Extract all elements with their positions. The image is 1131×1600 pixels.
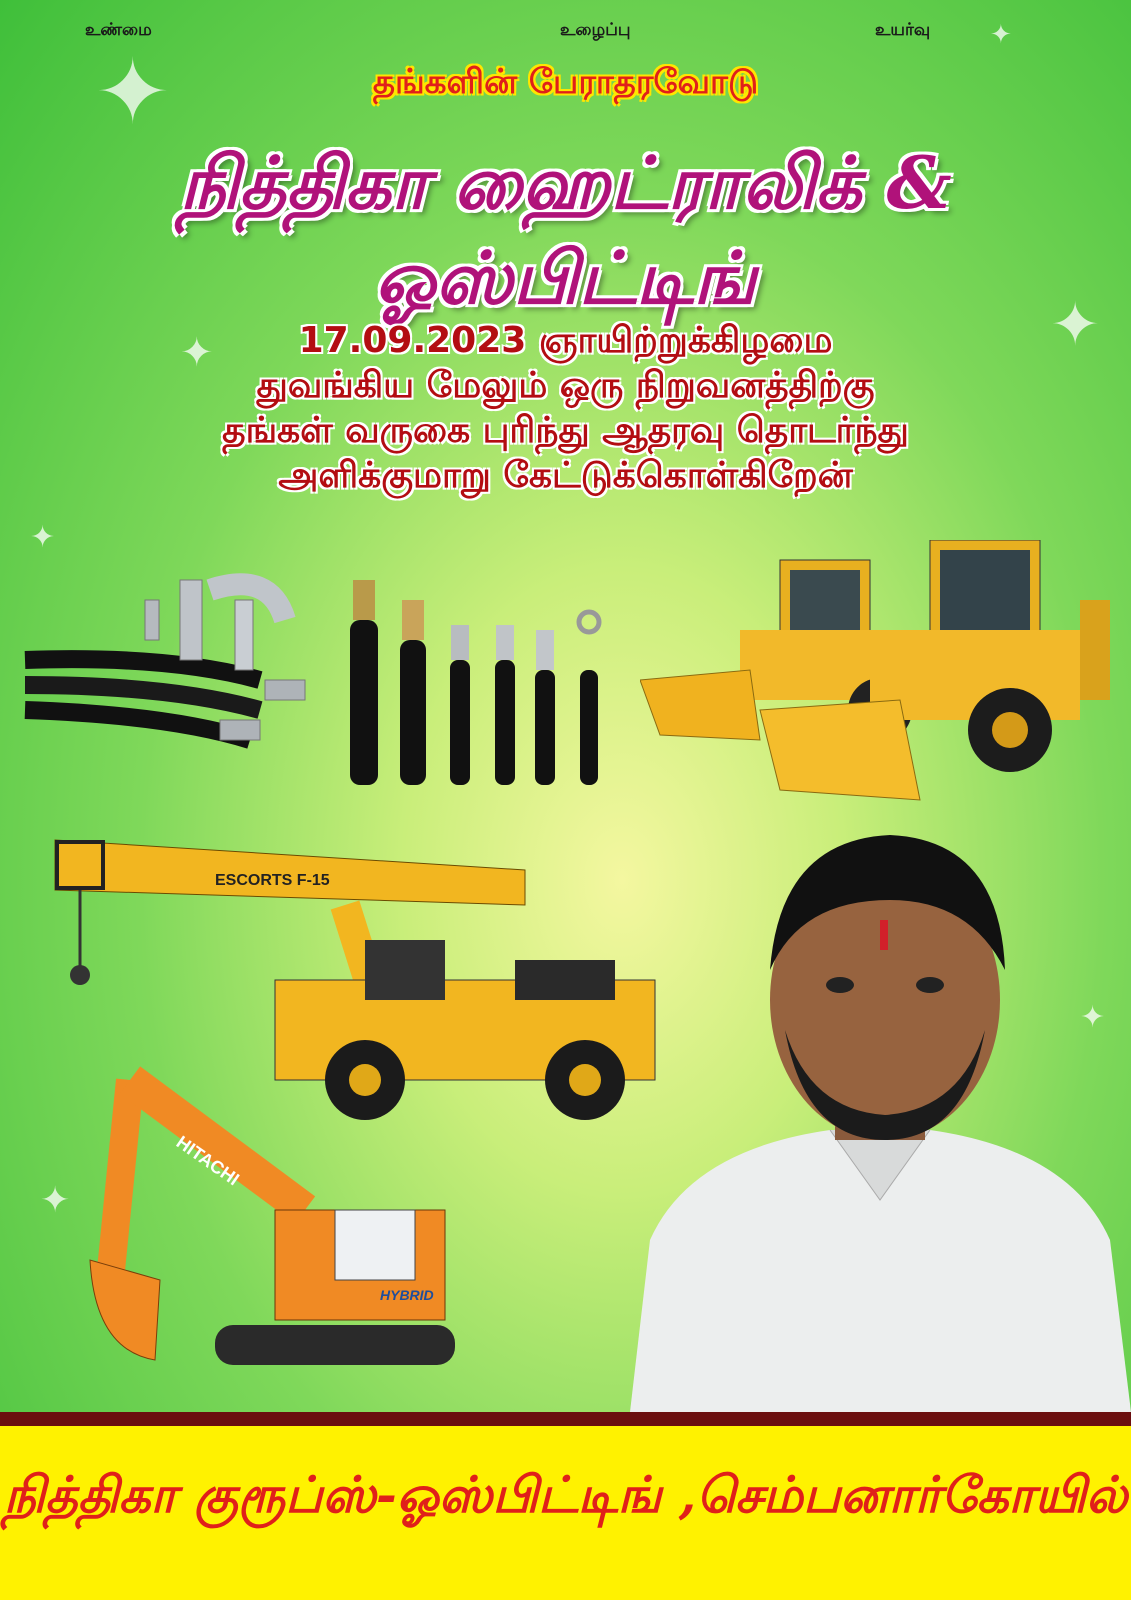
excavator-brand-label: HITACHI bbox=[172, 1131, 243, 1190]
invitation-text bbox=[0, 318, 1131, 498]
crane-label: ESCORTS F-15 bbox=[215, 872, 330, 889]
motto-truth: உண்மை bbox=[85, 20, 152, 40]
sparkle-icon: ✦ bbox=[95, 40, 171, 145]
motto-labour: உழைப்பு bbox=[560, 20, 631, 40]
footer-group-name: நித்திகா குரூப்ஸ்-ஓஸ்பிட்டிங் ,செம்பனார்கோயில் bbox=[3, 1465, 1128, 1524]
hydraulic-hoses-image bbox=[20, 560, 340, 780]
respect-line: தங்களின் பேராதரவோடு bbox=[372, 62, 759, 102]
sparkle-icon: ✦ bbox=[30, 520, 56, 555]
sparkle-icon: ✦ bbox=[180, 330, 214, 376]
sparkle-icon: ✦ bbox=[40, 1180, 71, 1221]
invitation-line: துவங்கிய மேலும் ஒரு நிறுவனத்திற்கு bbox=[256, 365, 875, 406]
invitation-line-date: 17.09.2023 ஞாயிற்றுக்கிழமை bbox=[298, 320, 833, 361]
sparkle-icon: ✦ bbox=[990, 20, 1012, 50]
excavator-badge: HYBRID bbox=[380, 1287, 434, 1303]
excavator-image bbox=[85, 1060, 485, 1380]
backhoe-loaders-image bbox=[640, 540, 1120, 820]
proprietor-portrait bbox=[630, 820, 1131, 1412]
hose-assemblies-image bbox=[345, 560, 615, 790]
sparkle-icon: ✦ bbox=[1050, 290, 1101, 360]
invitation-line: அளிக்குமாறு கேட்டுக்கொள்கிறேன் bbox=[278, 455, 853, 496]
company-title: நித்திகா ஹைட்ராலிக் & ஓஸ்பிட்டிங் bbox=[179, 140, 952, 320]
sparkle-icon: ✦ bbox=[1080, 1000, 1106, 1035]
motto-progress: உயர்வு bbox=[875, 20, 931, 40]
invitation-line: தங்கள் வருகை புரிந்து ஆதரவு தொடர்ந்து bbox=[222, 410, 909, 451]
